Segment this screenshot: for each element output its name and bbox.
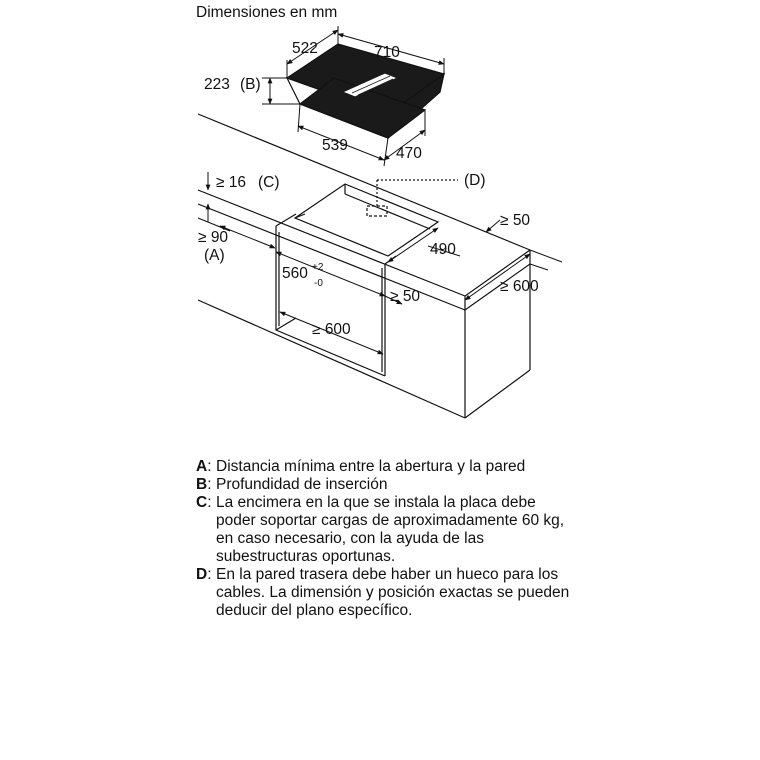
legend-key-a: A	[196, 458, 208, 475]
legend-text-c: La encimera en la que se instala la placa debe poder soportar cargas de aproximadamente 60 kg, en caso necesario, con la ayuda de las subestructuras oportunas.	[216, 494, 565, 565]
ref-c: (C)	[258, 174, 280, 191]
ref-d: (D)	[464, 172, 486, 189]
ref-a: (A)	[204, 247, 225, 264]
dim-560	[282, 265, 308, 282]
dim-inner-width: ≥ 600	[312, 321, 351, 338]
dim-rear-clearance: ≥ 50	[500, 212, 531, 229]
dim-side-clearance: ≥ 50	[390, 288, 421, 305]
legend	[196, 458, 576, 620]
dim-cabinet-depth: ≥ 600	[500, 278, 539, 295]
legend-key-c: C	[196, 494, 208, 511]
worktop-cabinet-drawing	[198, 114, 530, 418]
dim-539: 539	[322, 137, 348, 154]
legend-item-d: D: En la pared trasera debe haber un hueco para los cables. La dimensión y posición exactas se pueden deducir del plano específico.	[196, 566, 576, 620]
legend-text-d: En la pared trasera debe haber un hueco para los cables. La dimensión y posición exactas se pueden deducir del plano específico.	[216, 566, 570, 619]
dim-560-value: 560	[282, 265, 308, 282]
diagram-title: Dimensiones en mm	[196, 4, 338, 21]
legend-key-d: D	[196, 566, 208, 583]
dim-560-tol-minus: -0	[314, 278, 323, 289]
dim-560-tol-plus: +2	[312, 262, 324, 273]
worktop-cutout	[295, 184, 438, 256]
legend-text-a: Distancia mínima entre la abertura y la pared	[216, 458, 526, 475]
ref-b: (B)	[240, 76, 261, 93]
dim-470: 470	[396, 145, 422, 162]
dim-522: 522	[292, 40, 318, 57]
legend-item-b: B: Profundidad de inserción	[196, 476, 576, 494]
dim-223: 223	[204, 76, 230, 93]
legend-item-a: A: Distancia mínima entre la abertura y la pared	[196, 458, 576, 476]
hob-drawing	[287, 44, 444, 138]
dim-worktop-thickness: ≥ 16	[216, 174, 247, 191]
legend-key-b: B	[196, 476, 208, 493]
dim-front-distance: ≥ 90	[198, 229, 229, 246]
dim-710: 710	[374, 44, 400, 61]
dim-490: 490	[430, 241, 456, 258]
legend-text-b: Profundidad de inserción	[216, 476, 388, 493]
legend-item-c: C: La encimera en la que se instala la placa debe poder soportar cargas de aproximadamente 60 kg, en caso necesario, con la ayuda de las subestructuras oportunas.	[196, 494, 576, 566]
